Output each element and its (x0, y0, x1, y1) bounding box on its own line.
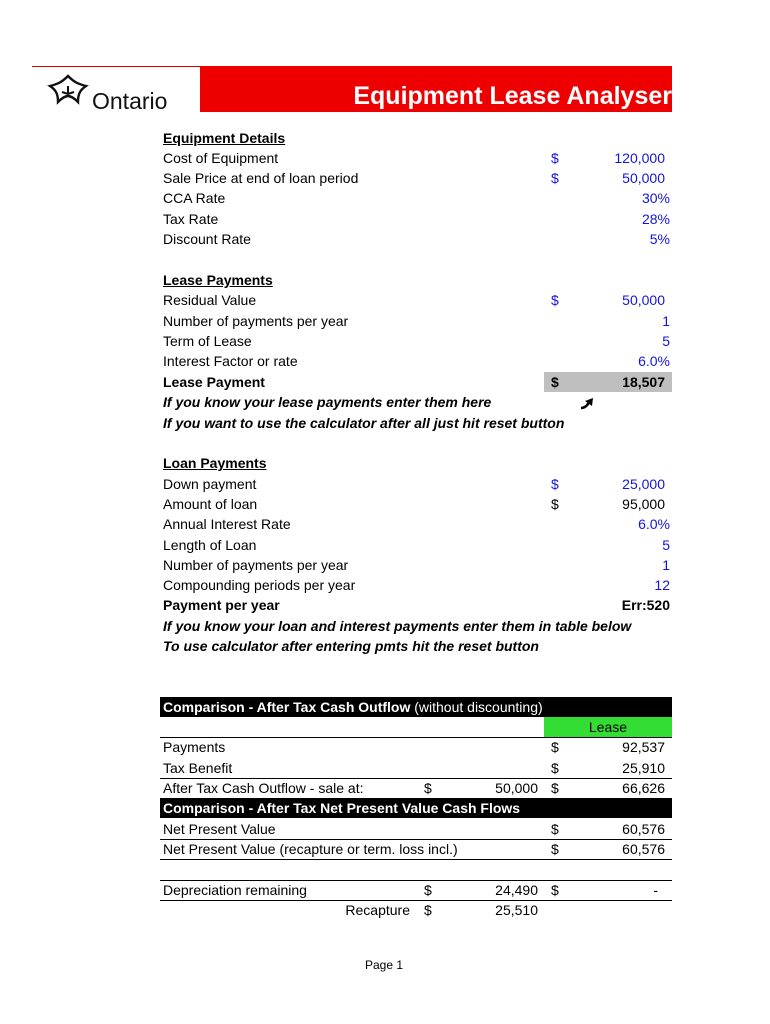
loan-value-payments-per-year[interactable]: 1 (662, 557, 670, 573)
loan-payment-label: Payment per year (163, 597, 280, 613)
loan-label-amount: Amount of loan (163, 496, 258, 512)
divider (160, 778, 672, 779)
depreciation-currency: $ (551, 882, 559, 898)
equipment-value-sale-price[interactable]: 50,000 (622, 170, 665, 186)
lease-value-payments-per-year[interactable]: 1 (662, 313, 670, 329)
loan-label-down-payment: Down payment (163, 476, 257, 492)
npv-value: 60,576 (622, 821, 665, 837)
trillium-logo-icon (44, 72, 92, 112)
divider (160, 880, 672, 881)
loan-value-interest-rate[interactable]: 6.0% (638, 516, 670, 532)
lease-label-interest-factor: Interest Factor or rate (163, 353, 298, 369)
comparison-value-after-tax: 66,626 (622, 780, 665, 796)
lease-label-payments-per-year: Number of payments per year (163, 313, 349, 329)
lease-column-label: Lease (588, 719, 628, 735)
lease-note-reset: If you want to use the calculator after all just hit reset button (163, 415, 565, 431)
page-title: Equipment Lease Analyser (353, 82, 672, 110)
npv-recapture-label: Net Present Value (recapture or term. loss incl.) (163, 841, 458, 857)
equipment-label-discount-rate: Discount Rate (163, 231, 251, 247)
comparison-currency-payments: $ (551, 739, 559, 755)
npv-currency: $ (551, 821, 559, 837)
lease-note-enter: If you know your lease payments enter them here (163, 394, 492, 410)
comparison-currency-after-tax: $ (551, 780, 559, 796)
lease-currency-residual: $ (551, 292, 559, 308)
comparison-npv-title: Comparison - After Tax Net Present Value Cash Flows (163, 800, 521, 816)
comparison-label-payments: Payments (163, 739, 226, 755)
equipment-value-tax-rate[interactable]: 28% (641, 211, 670, 227)
depreciation-label: Depreciation remaining (163, 882, 307, 898)
lease-heading: Lease Payments (163, 272, 273, 288)
lease-value-residual[interactable]: 50,000 (622, 292, 665, 308)
divider (160, 737, 672, 738)
comparison-cash-outflow-header (160, 697, 672, 717)
equipment-heading: Equipment Details (163, 130, 286, 146)
comparison-value-payments: 92,537 (622, 739, 665, 755)
recapture-value: 25,510 (495, 902, 538, 918)
curved-arrow-icon (578, 395, 598, 411)
page-number: Page 1 (365, 958, 404, 972)
comparison-currency-tax-benefit: $ (551, 760, 559, 776)
comparison-label-after-tax: After Tax Cash Outflow - sale at: (163, 780, 364, 796)
lease-payment-value: 18,507 (622, 374, 665, 390)
loan-heading: Loan Payments (163, 455, 267, 471)
equipment-label-tax-rate: Tax Rate (163, 211, 219, 227)
comparison-cash-outflow-title: Comparison - After Tax Cash Outflow (163, 699, 411, 715)
loan-value-amount: 95,000 (622, 496, 665, 512)
lease-value-term[interactable]: 5 (662, 333, 670, 349)
title-banner (200, 66, 672, 112)
depreciation-mid-value: 24,490 (495, 882, 538, 898)
equipment-label-sale-price: Sale Price at end of loan period (163, 170, 359, 186)
lease-label-residual: Residual Value (163, 292, 257, 308)
comparison-value-tax-benefit: 25,910 (622, 760, 665, 776)
loan-payment-value: Err:520 (621, 597, 670, 613)
loan-currency-down-payment: $ (551, 476, 559, 492)
loan-label-interest-rate: Annual Interest Rate (163, 516, 291, 532)
equipment-value-cost[interactable]: 120,000 (614, 150, 665, 166)
npv-recapture-value: 60,576 (622, 841, 665, 857)
loan-value-length[interactable]: 5 (662, 537, 670, 553)
loan-label-payments-per-year: Number of payments per year (163, 557, 349, 573)
lease-payment-currency: $ (551, 374, 559, 390)
loan-label-compounding: Compounding periods per year (163, 577, 356, 593)
lease-payment-label: Lease Payment (163, 374, 265, 390)
divider (160, 900, 672, 901)
equipment-value-cca-rate[interactable]: 30% (641, 190, 670, 206)
npv-recapture-currency: $ (551, 841, 559, 857)
comparison-npv-header (160, 798, 672, 818)
depreciation-value: - (653, 882, 658, 898)
comparison-mid-currency-after-tax: $ (424, 780, 432, 796)
equipment-value-discount-rate[interactable]: 5% (649, 231, 670, 247)
loan-note-reset: To use calculator after entering pmts hit the reset button (163, 638, 539, 654)
lease-value-interest-factor[interactable]: 6.0% (638, 353, 670, 369)
comparison-label-tax-benefit: Tax Benefit (163, 760, 233, 776)
logo-text: Ontario (92, 88, 168, 114)
lease-column-header (544, 717, 672, 737)
loan-label-length: Length of Loan (163, 537, 257, 553)
equipment-currency-sale-price: $ (551, 170, 559, 186)
equipment-currency-cost: $ (551, 150, 559, 166)
loan-note-table: If you know your loan and interest payments enter them in table below (163, 618, 632, 634)
lease-label-term: Term of Lease (163, 333, 252, 349)
recapture-currency: $ (424, 902, 432, 918)
loan-value-compounding[interactable]: 12 (654, 577, 670, 593)
equipment-label-cost: Cost of Equipment (163, 150, 279, 166)
equipment-label-cca-rate: CCA Rate (163, 190, 226, 206)
comparison-cash-outflow-subtitle: (without discounting) (414, 699, 543, 715)
comparison-mid-value-after-tax: 50,000 (495, 780, 538, 796)
recapture-label: Recapture (345, 902, 410, 918)
loan-currency-amount: $ (551, 496, 559, 512)
npv-label: Net Present Value (163, 821, 276, 837)
depreciation-mid-currency: $ (424, 882, 432, 898)
loan-value-down-payment[interactable]: 25,000 (622, 476, 665, 492)
divider (160, 839, 672, 840)
divider (160, 859, 672, 860)
